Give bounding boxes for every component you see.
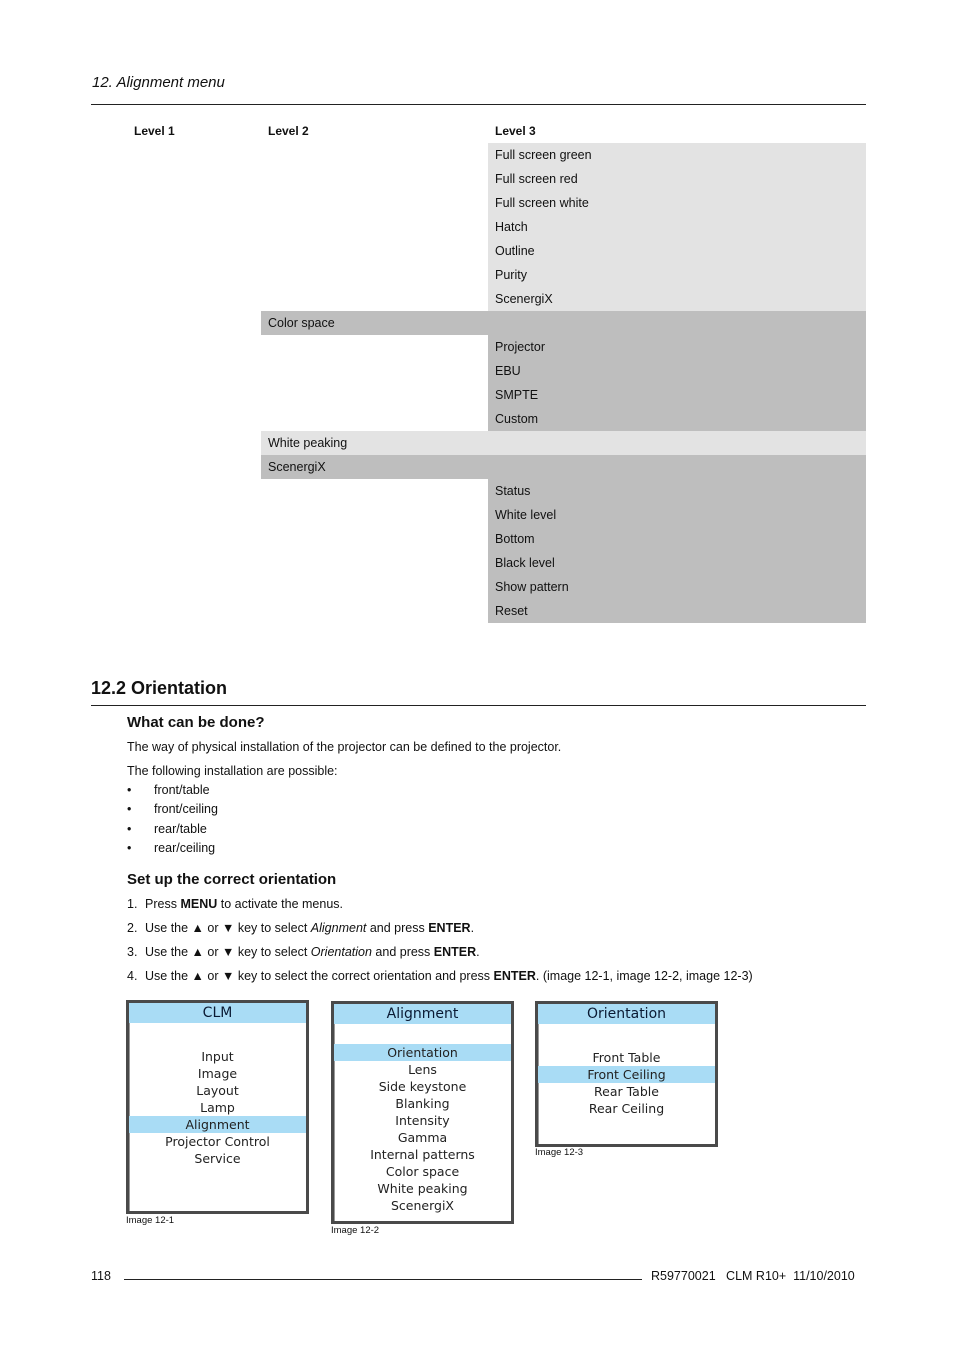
menu-table-row: Custom: [488, 407, 866, 431]
page-number: 118: [91, 1269, 111, 1283]
osd-menu-title: Orientation: [538, 1004, 715, 1024]
list-item-text: front/ceiling: [154, 802, 218, 817]
osd-menu-items: [538, 1032, 715, 1117]
osd-menu-item: Gamma: [397, 1130, 448, 1145]
osd-menu-item: White peaking: [377, 1181, 468, 1196]
list-item-text: front/table: [154, 783, 210, 797]
image-caption: Image 12-1: [126, 1215, 175, 1226]
menu-table-row: Hatch: [488, 215, 866, 239]
step-number: 4.: [127, 969, 138, 983]
menu-table-row: Full screen green: [488, 143, 866, 167]
osd-menu-item: Color space: [385, 1164, 460, 1179]
paragraph-1: The way of physical installation of the projector can be defined to the projector.: [127, 740, 562, 754]
list-item-text: rear/table: [154, 821, 207, 836]
setup-heading: Set up the correct orientation: [127, 871, 337, 888]
menu-table-row: EBU: [488, 359, 866, 383]
step-text: Use the ▲ or ▼ key to select the correct orientation and press ENTER. (image 12-1, image 12-2, image 12-3): [145, 969, 753, 983]
menu-table-row: Show pattern: [488, 575, 866, 599]
menu-table-row: Reset: [488, 599, 866, 623]
osd-menu-item-selected: Alignment: [129, 1116, 306, 1133]
osd-menu-item: Input: [201, 1049, 234, 1064]
list-item-text: rear/ceiling: [154, 840, 216, 855]
osd-menu-item: Rear Table: [594, 1084, 659, 1099]
step-number: 3.: [127, 945, 138, 959]
running-header: 12. Alignment menu: [92, 74, 225, 91]
document-id: R59770021 CLM R10+ 11/10/2010: [651, 1269, 855, 1283]
osd-menu-item: Layout: [196, 1083, 239, 1098]
osd-menu-3: [535, 1001, 718, 1147]
osd-menu-item: Projector Control: [165, 1134, 270, 1149]
bullet-marker: •: [127, 802, 132, 817]
step-number: 1.: [127, 897, 138, 911]
col-head-level1: Level 1: [134, 124, 175, 138]
osd-menu-item-selected: Orientation: [334, 1044, 511, 1061]
menu-table-row: Outline: [488, 239, 866, 263]
bullet-marker: •: [127, 821, 132, 836]
osd-menu-item: Lens: [408, 1062, 437, 1077]
osd-menu-items: [129, 1031, 306, 1167]
header-rule: [91, 104, 866, 105]
menu-table-row: ScenergiX: [261, 455, 866, 479]
menu-table-row: Status: [488, 479, 866, 503]
paragraph-2: The following installation are possible:: [127, 764, 338, 778]
menu-table-row: Projector: [488, 335, 866, 359]
osd-menu-2: [331, 1001, 514, 1224]
osd-menu-item-selected: Front Ceiling: [538, 1066, 715, 1083]
section-title: 12.2 Orientation: [91, 678, 228, 698]
image-caption: Image 12-2: [331, 1225, 380, 1236]
osd-menu-item: Image: [197, 1066, 238, 1081]
menu-table-row: Black level: [488, 551, 866, 575]
menu-table-row: Purity: [488, 263, 866, 287]
what-can-be-done-heading: What can be done?: [127, 714, 265, 731]
osd-menu-item: Internal patterns: [370, 1147, 475, 1162]
osd-menu-item: Blanking: [395, 1096, 450, 1111]
osd-menu-item: Rear Ceiling: [588, 1101, 665, 1116]
osd-menu-item: [538, 1032, 715, 1049]
step-text: Press MENU to activate the menus.: [145, 897, 344, 911]
osd-menu-title: Alignment: [334, 1004, 511, 1024]
menu-table-row: White peaking: [261, 431, 866, 455]
osd-menu-item: Intensity: [395, 1113, 450, 1128]
osd-menu-item: Front Table: [592, 1050, 661, 1065]
osd-menu-title: CLM: [129, 1003, 306, 1023]
menu-table-row: SMPTE: [488, 383, 866, 407]
col-head-level2: Level 2: [268, 124, 309, 138]
menu-table-row: Full screen white: [488, 191, 866, 215]
osd-menu-item: Service: [194, 1151, 241, 1166]
osd-menu-item: [129, 1031, 306, 1048]
osd-menu-item: ScenergiX: [390, 1198, 454, 1213]
menu-table-row: Full screen red: [488, 167, 866, 191]
menu-table-row: ScenergiX: [488, 287, 866, 311]
osd-menu-1: [126, 1000, 309, 1214]
step-text: Use the ▲ or ▼ key to select Orientation and press ENTER.: [145, 945, 480, 959]
step-text: Use the ▲ or ▼ key to select Alignment and press ENTER.: [145, 921, 475, 935]
footer-rule: [124, 1279, 642, 1280]
section-rule: [91, 705, 866, 706]
osd-menu-item: Side keystone: [378, 1079, 467, 1094]
menu-table-row: White level: [488, 503, 866, 527]
osd-menu-items: [334, 1044, 511, 1214]
menu-table-row: Color space: [261, 311, 866, 335]
image-caption: Image 12-3: [535, 1147, 584, 1158]
bullet-marker: •: [127, 783, 132, 797]
bullet-marker: •: [127, 840, 132, 855]
osd-menu-item: Lamp: [200, 1100, 235, 1115]
menu-table-row: Bottom: [488, 527, 866, 551]
step-number: 2.: [127, 921, 138, 935]
col-head-level3: Level 3: [495, 124, 536, 138]
